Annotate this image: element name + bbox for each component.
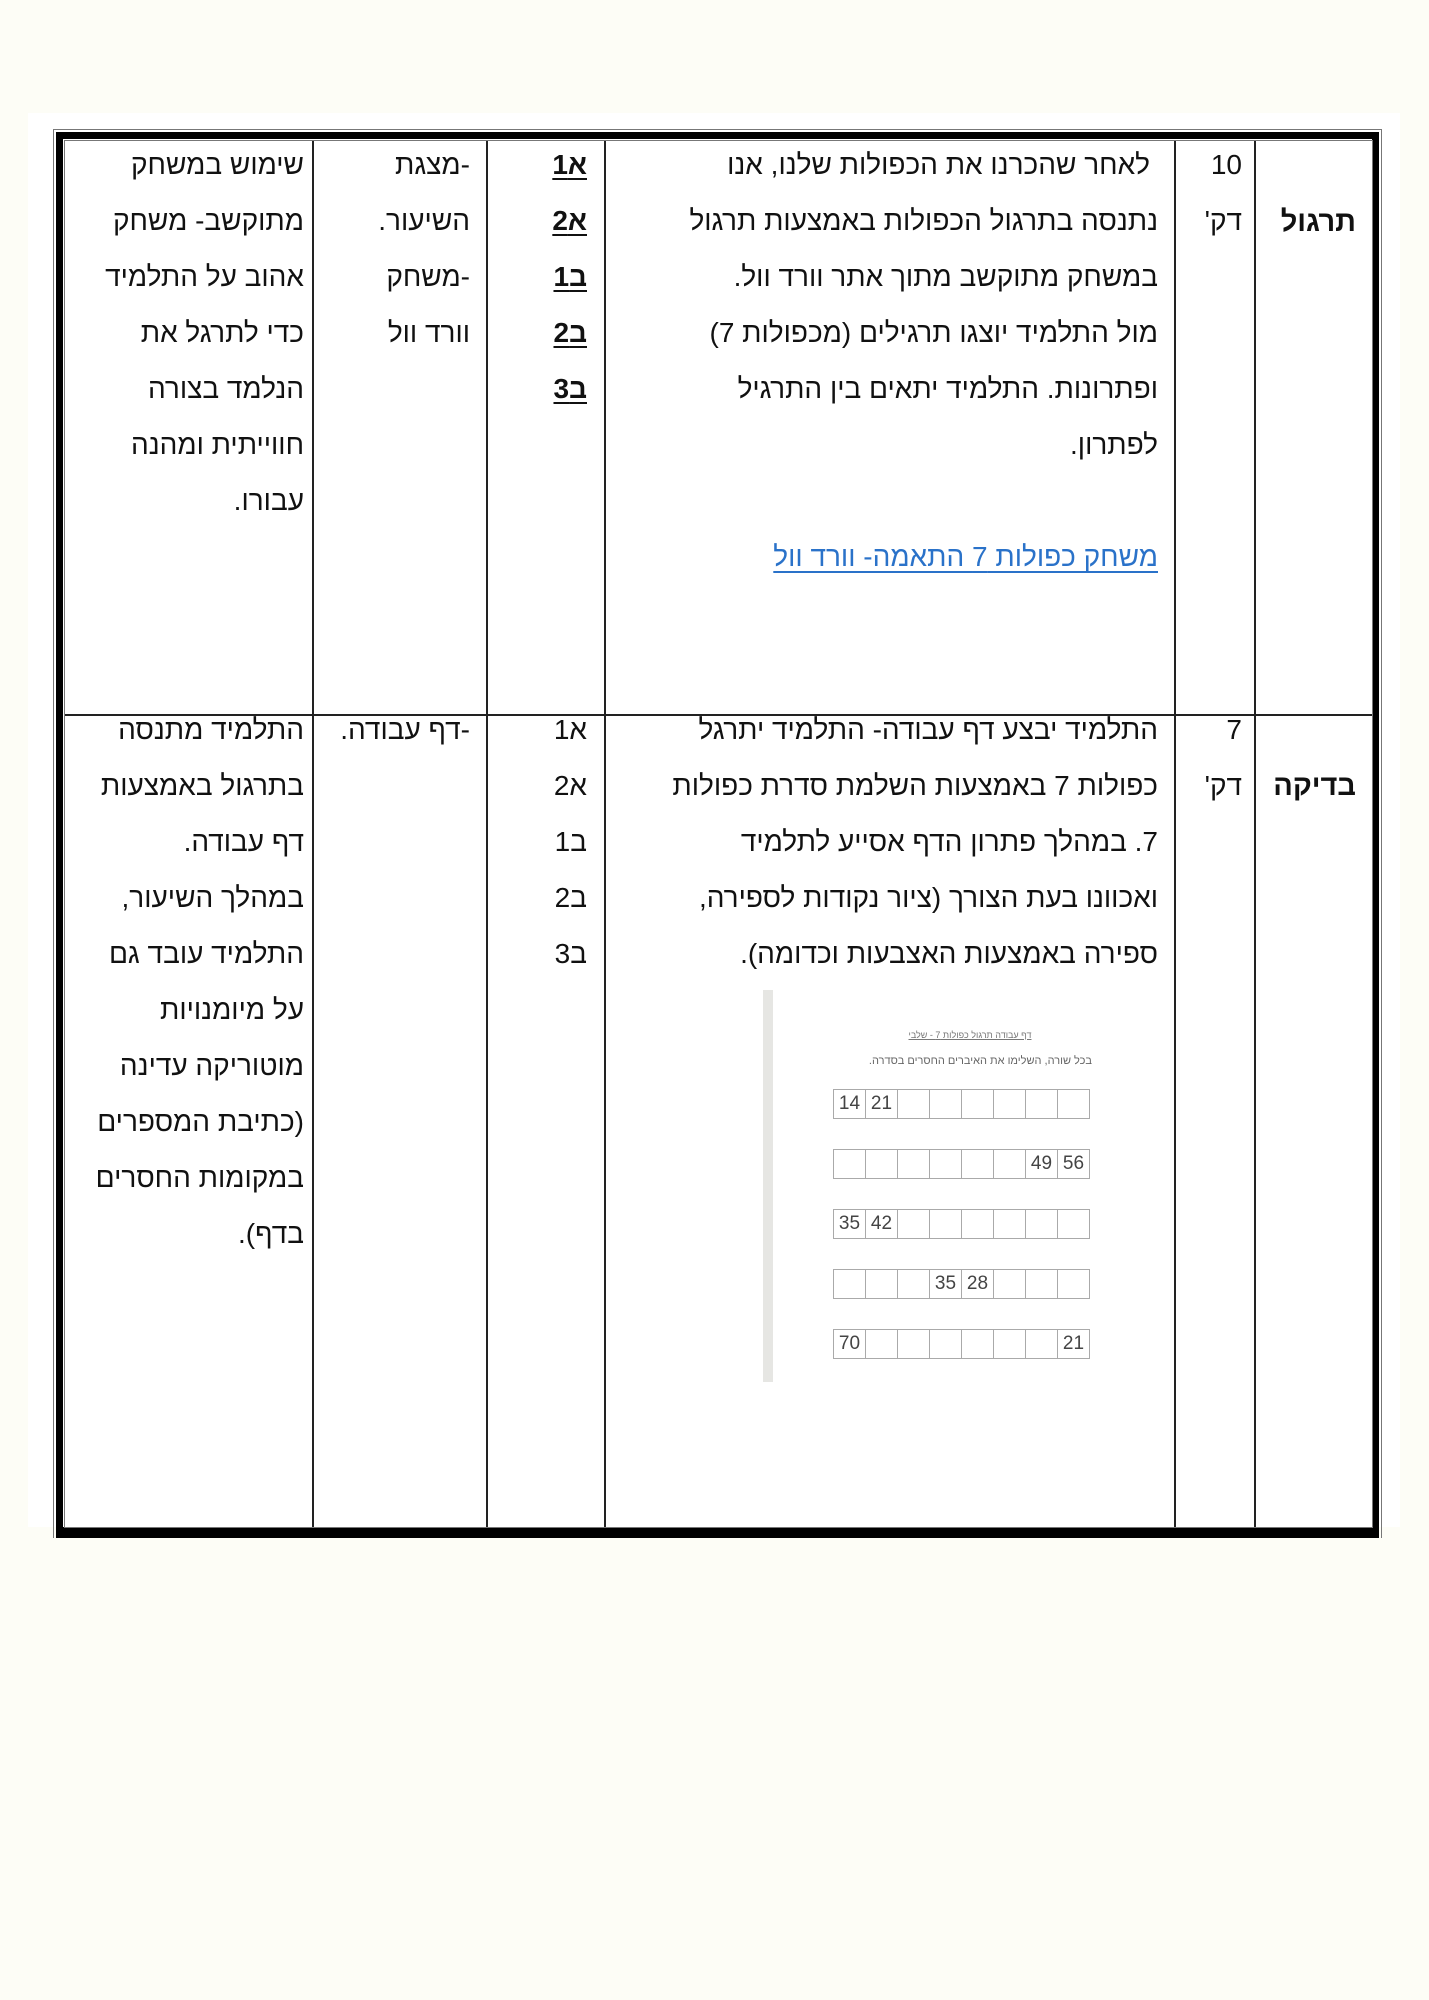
- description-line: ואכוונו בעת הצורך (ציור נקודות לספירה,: [698, 882, 1158, 913]
- sequence-box: [1057, 1209, 1090, 1239]
- notes-line: דף עבודה.: [183, 826, 304, 857]
- description-line: 7. במהלך פתרון הדף אסייע לתלמיד: [740, 826, 1158, 857]
- worksheet-image-edge: [763, 990, 773, 1382]
- goal-code: א2: [552, 205, 587, 236]
- goal-code: ב2: [553, 317, 587, 348]
- sequence-box: [865, 1149, 897, 1179]
- sequence-box: [961, 1089, 993, 1119]
- sequence-box: [897, 1329, 929, 1359]
- materials-cell: [316, 137, 470, 361]
- description-line: התלמיד יבצע דף עבודה- התלמיד יתרגל: [698, 714, 1158, 745]
- sequence-box: [897, 1089, 929, 1119]
- notes-line: אהוב על התלמיד: [105, 261, 304, 292]
- notes-line: בדף).: [238, 1218, 304, 1249]
- sequence-box: 35: [929, 1269, 961, 1299]
- sequence-box: [833, 1149, 865, 1179]
- sequence-box: [929, 1149, 961, 1179]
- sequence-box: [1025, 1269, 1057, 1299]
- sequence-box: [929, 1209, 961, 1239]
- sequence-box: 35: [833, 1209, 865, 1239]
- sequence-box: 49: [1025, 1149, 1057, 1179]
- sequence-box: 56: [1057, 1149, 1090, 1179]
- goals-cell: [490, 702, 587, 982]
- description-line: מול התלמיד יוצגו תרגילים (מכפולות 7): [709, 317, 1158, 348]
- sequence-box: [1025, 1329, 1057, 1359]
- activity-description: [610, 702, 1158, 982]
- goal-code: ב3: [554, 938, 587, 969]
- sequence-box: [1025, 1209, 1057, 1239]
- sequence-box: 14: [833, 1089, 865, 1119]
- sequence-box: 21: [865, 1089, 897, 1119]
- sequence-box: [929, 1089, 961, 1119]
- description-line: כפולות 7 באמצעות השלמת סדרת כפולות: [672, 770, 1158, 801]
- goal-code: א1: [552, 149, 587, 180]
- sequence-box: [897, 1209, 929, 1239]
- sequence-box: [865, 1329, 897, 1359]
- sequence-box: 70: [833, 1329, 865, 1359]
- activity-description: [610, 137, 1158, 585]
- time-value: 7: [1226, 714, 1242, 745]
- column-divider: [604, 141, 606, 1527]
- goal-code: א2: [553, 770, 587, 801]
- worksheet-title: דף עבודה תרגול כפולות 7 - שלבי: [908, 1030, 1032, 1040]
- sequence-box: [897, 1269, 929, 1299]
- materials-line: וורד וול: [387, 317, 470, 348]
- sequence-box: [865, 1269, 897, 1299]
- sequence-box: [993, 1089, 1025, 1119]
- notes-cell: [68, 702, 304, 1262]
- sequence-box: 21: [1057, 1329, 1090, 1359]
- notes-line: מתוקשב- משחק: [112, 205, 304, 236]
- sequence-box: [961, 1329, 993, 1359]
- worksheet-sequence-row: [833, 1329, 1090, 1359]
- sequence-box: [1057, 1269, 1090, 1299]
- notes-cell: [68, 137, 304, 529]
- time-unit: דק': [1204, 770, 1242, 801]
- stage-label: בדיקה: [1273, 770, 1356, 802]
- time-cell: [1176, 702, 1242, 814]
- notes-line: במהלך השיעור,: [121, 882, 304, 913]
- sequence-box: [961, 1209, 993, 1239]
- goal-code: ב1: [553, 261, 587, 292]
- wordwall-game-link[interactable]: משחק כפולות 7 התאמה- וורד וול: [773, 541, 1158, 572]
- sequence-box: [897, 1149, 929, 1179]
- sequence-box: [1057, 1089, 1090, 1119]
- column-divider: [486, 141, 488, 1527]
- materials-line: -מצגת: [394, 149, 470, 180]
- notes-line: מוטוריקה עדינה: [119, 1050, 304, 1081]
- goals-cell: [490, 137, 587, 417]
- sequence-box: [993, 1209, 1025, 1239]
- worksheet-sequence-row: [833, 1269, 1090, 1299]
- notes-line: התלמיד עובד גם: [108, 938, 304, 969]
- materials-line: -משחק: [386, 261, 470, 292]
- column-divider: [312, 141, 314, 1527]
- stage-label: תרגול: [1280, 206, 1356, 238]
- worksheet-instruction: בכל שורה, השלימו את האיברים החסרים בסדרה.: [868, 1055, 1092, 1067]
- notes-line: התלמיד מתנסה: [118, 714, 304, 745]
- sequence-box: 28: [961, 1269, 993, 1299]
- notes-line: הנלמד בצורה: [147, 373, 304, 404]
- sequence-box: [993, 1149, 1025, 1179]
- notes-line: חווייתית ומהנה: [130, 429, 304, 460]
- sequence-box: [1025, 1089, 1057, 1119]
- sequence-box: [833, 1269, 865, 1299]
- worksheet-sequence-row: [833, 1149, 1090, 1179]
- notes-line: על מיומנויות: [160, 994, 304, 1025]
- goal-code: ב3: [553, 373, 587, 404]
- sequence-box: [993, 1329, 1025, 1359]
- time-value: 10: [1210, 149, 1242, 180]
- column-divider: [1254, 141, 1256, 1527]
- worksheet-sequence-row: [833, 1209, 1090, 1239]
- description-line: ספירה באמצעות האצבעות וכדומה).: [740, 938, 1158, 969]
- goal-code: א1: [553, 714, 587, 745]
- notes-line: כדי לתרגל את: [140, 317, 304, 348]
- notes-line: עבורו.: [233, 485, 304, 516]
- sequence-box: [929, 1329, 961, 1359]
- materials-line: השיעור.: [378, 205, 470, 236]
- goal-code: ב1: [554, 826, 587, 857]
- worksheet-sequence-row: [833, 1089, 1090, 1119]
- notes-line: בתרגול באמצעות: [100, 770, 304, 801]
- sequence-box: 42: [865, 1209, 897, 1239]
- description-line: במשחק מתוקשב מתוך אתר וורד וול.: [733, 261, 1158, 292]
- goal-code: ב2: [554, 882, 587, 913]
- description-line: נתנסה בתרגול הכפולות באמצעות תרגול: [689, 205, 1158, 236]
- materials-line: -דף עבודה.: [340, 714, 470, 745]
- description-line: לפתרון.: [1070, 429, 1158, 460]
- time-cell: [1176, 137, 1242, 249]
- description-line: לאחר שהכרנו את הכפולות שלנו, אנו: [727, 149, 1150, 180]
- description-line: ופתרונות. התלמיד יתאים בין התרגיל: [737, 373, 1158, 404]
- sequence-box: [993, 1269, 1025, 1299]
- column-divider: [1174, 141, 1176, 1527]
- notes-line: במקומות החסרים: [95, 1162, 304, 1193]
- notes-line: (כתיבת המספרים: [97, 1106, 304, 1137]
- materials-cell: [316, 702, 470, 758]
- sequence-box: [961, 1149, 993, 1179]
- time-unit: דק': [1204, 205, 1242, 236]
- notes-line: שימוש במשחק: [131, 149, 304, 180]
